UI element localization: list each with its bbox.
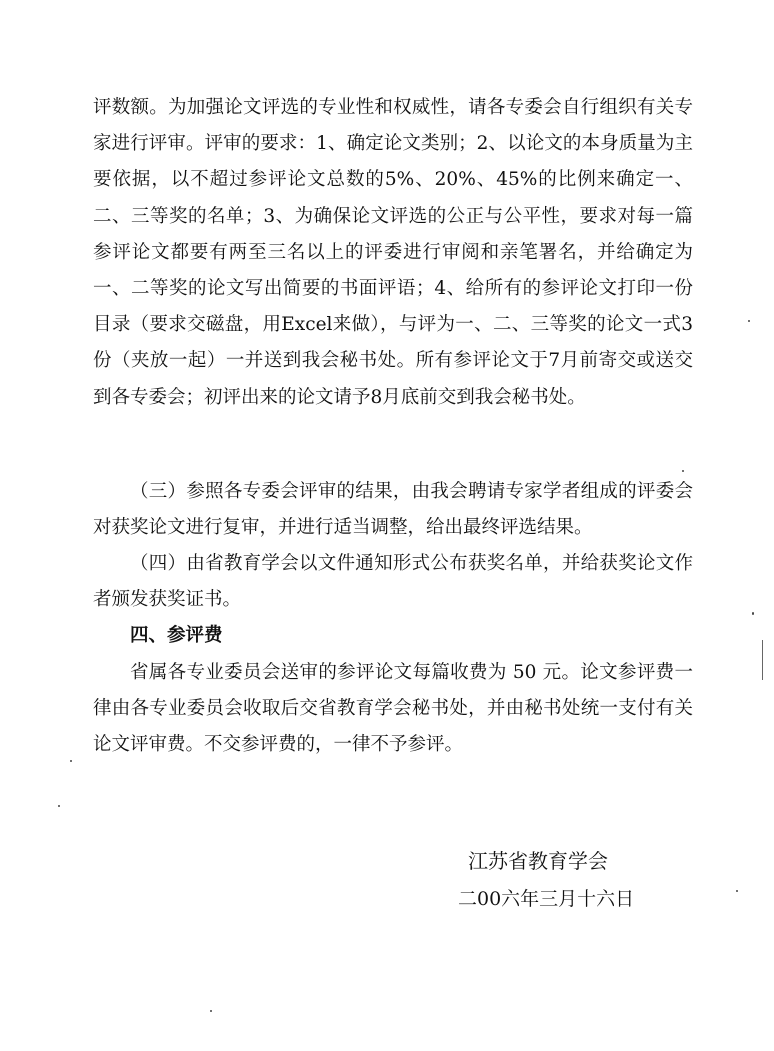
scan-speck <box>70 760 72 762</box>
scan-speck <box>752 612 754 615</box>
paragraph-fee: 省属各专业委员会送审的参评论文每篇收费为 50 元。论文参评费一律由各专业委员会收取后交省教育学会秘书处，并由秘书处统一支付有关论文评审费。不交参评费的，一律不予参评。 <box>93 662 693 756</box>
scan-speck <box>682 470 684 472</box>
scan-speck <box>210 1010 212 1012</box>
paragraph-review-requirements: 评数额。为加强论文评选的专业性和权威性，请各专委会自行组织有关专家进行评审。评审的要求：1、确定论文类别；2、以论文的本身质量为主要依据，以不超过参评论文总数的5%、20%、45%的比例来确定一、二、三等奖的名单；3、为确保论文评选的公正与公平性，要求对每一篇参评论文都要有两至三名以上的评委进行审阅和亲笔署名，并给确定为一、二等奖的论文写出简要的书面评语；4、给所有的参评论文打印一份目录（要求交磁盘，用Excel来做），与评为一、二、三等奖的论文一式3份（夹放一起）一并送到我会秘书处。所有参评论文于7月前寄交或送交到各专委会；初评出来的论文请予8月底前交到我会秘书处。 <box>93 97 693 408</box>
paragraph-final-review: （三）参照各专委会评审的结果，由我会聘请专家学者组成的评委会对获奖论文进行复审，并进行适当调整，给出最终评选结果。 <box>93 481 693 539</box>
scan-speck <box>762 640 763 680</box>
scan-speck <box>58 805 60 807</box>
scan-speck <box>736 890 738 892</box>
scan-speck <box>748 320 750 322</box>
signature-date: 二00六年三月十六日 <box>458 888 635 910</box>
section-heading-fee: 四、参评费 <box>130 625 223 646</box>
paragraph-announcement: （四）由省教育学会以文件通知形式公布获奖名单，并给获奖论文作者颁发获奖证书。 <box>93 553 693 611</box>
signature-organization: 江苏省教育学会 <box>468 849 608 873</box>
